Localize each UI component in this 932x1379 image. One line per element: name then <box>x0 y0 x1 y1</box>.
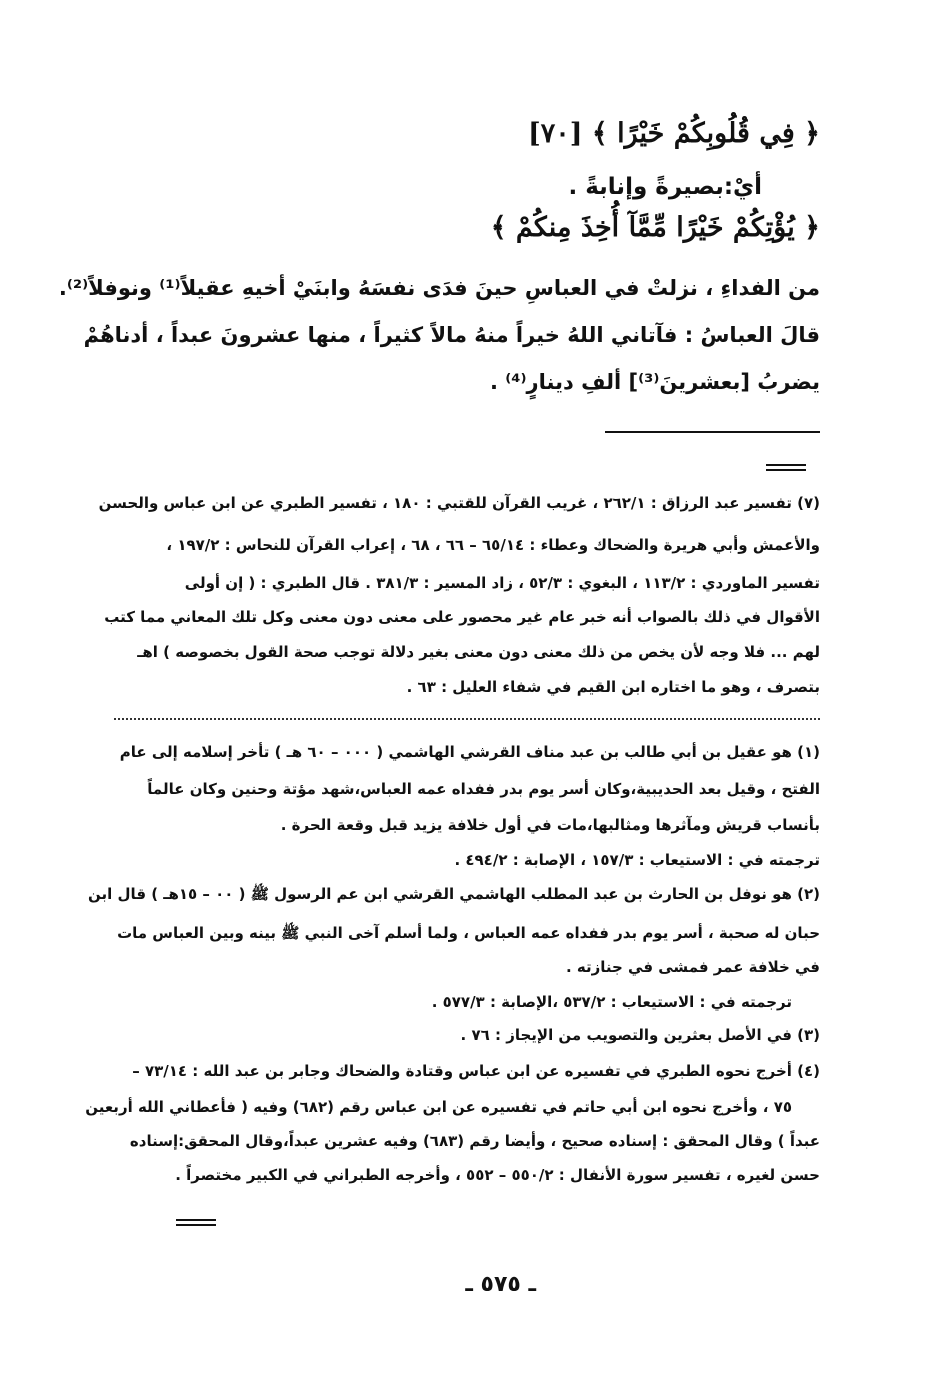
footnote-line: حبان له صحبة ، أسر يوم بدر ففداه عمه العباس ، ولما أسلم آخى النبي ﷺ بينه وبين العباس مات <box>117 924 820 942</box>
footnote-line: في خلافة عمر فمشى في جنازته . <box>565 958 820 976</box>
footnote-7-line: والأعمش وأبي هريرة والضحاك وعطاء : ٦٥/١٤ – ٦٦ ، ٦٨ ، إعراب القرآن للنحاس : ١٩٧/٢ ، <box>166 536 820 554</box>
footnote-7-line: تفسير الماوردي : ١١٣/٢ ، البغوي : ٥٢/٣ ، زاد المسير : ٣٨١/٣ . قال الطبري : ( إن أولى <box>184 574 820 592</box>
footnote-line: (١) هو عقيل بن أبي طالب بن عبد مناف القرشي الهاشمي ( ٠٠٠ – ٦٠ هـ ) تأخر إسلامه إلى عام <box>119 743 820 761</box>
footnote-7-line: لهم ... فلا وجه لأن يخص من ذلك معنى دون معنى بغير دلالة توجب صحة القول بخصوصه ) اهـ <box>137 643 820 661</box>
separator-double-2 <box>176 1219 216 1226</box>
footnote-line: (٢) هو نوفل بن الحارث بن عبد المطلب الهاشمي القرشي ابن عم الرسول ﷺ ( ٠٠ – ١٥هـ ) قال ابن <box>88 885 820 903</box>
page-number: ـ ٥٧٥ ـ <box>465 1272 536 1297</box>
footnote-7-line: الأقوال في ذلك بالصواب أنه خبر عام غير محصور على معنى دون معنى وكل تلك المعاني مما كتب <box>104 608 820 626</box>
footnote-line: ترجمته في : الاستيعاب : ٥٣٧/٢ ،الإصابة : ٥٧٧/٣ . <box>431 993 792 1011</box>
separator-double-1 <box>766 464 806 471</box>
dotted-separator <box>114 718 820 720</box>
footnote-7-line: بتصرف ، وهو ما اختاره ابن القيم في شفاء العليل : ٦٣ . <box>406 678 820 696</box>
separator-rule <box>605 431 820 433</box>
footnote-line: ٧٥ ، وأخرج نحوه ابن أبي حاتم في تفسيره عن ابن عباس رقم (٦٨٢) وفيه ( فأعطاني الله أربعين <box>85 1098 792 1116</box>
footnote-line: (٤) أخرج نحوه الطبري في تفسيره عن ابن عباس وقتادة والضحاك وجابر بن عبد الله : ٧٣/١٤ – <box>132 1062 820 1080</box>
footnote-7-line: (٧) تفسير عبد الرزاق : ٢٦٢/١ ، غريب القرآن للقتبي : ١٨٠ ، تفسير الطبري عن ابن عباس والحسن <box>98 494 820 512</box>
footnote-line: ترجمته في : الاستيعاب : ١٥٧/٣ ، الإصابة : ٤٩٤/٢ . <box>454 851 820 869</box>
footnote-line: عبداً ) وقال المحقق : إسناده صحيح ، وأيضا رقم (٦٨٣) وفيه عشرين عبداً،وقال المحقق:إسناده <box>129 1132 820 1150</box>
main-text-line-3: يضربُ [بعشرينَ⁽³⁾] ألفِ دينارٍ⁽⁴⁾ . <box>489 370 820 394</box>
verse-gloss: أيْ:بصيرةً وإنابةً . <box>568 174 762 200</box>
main-text-line-1: من الفداءِ ، نزلتْ في العباسِ حينَ فدَى نفسَهُ وابنَيْ أخيهِ عقيلاً⁽¹⁾ ونوفلاً⁽²⁾. <box>58 276 820 300</box>
main-text-line-2: قالَ العباسُ : فآتاني اللهُ خيراً منهُ مالاً كثيراً ، منها عشرونَ عبداً ، أدناهُمْ <box>83 323 820 347</box>
verse-line-1: ﴿ فِي قُلُوبِكُمْ خَيْرًا ﴾ [٧٠] <box>527 118 820 149</box>
verse-line-2: ﴿ يُؤْتِكُمْ خَيْرًا مِّمَّآ أُخِذَ مِنكُمْ ﴾ <box>490 212 820 243</box>
footnote-line: (٣) في الأصل بعثرين والتصويب من الإيجاز : ٧٦ . <box>460 1026 820 1044</box>
footnote-line: حسن لغيره ، تفسير سورة الأنفال : ٥٥٠/٢ – ٥٥٢ ، وأخرجه الطبراني في الكبير مختصراً . <box>175 1166 820 1184</box>
footnote-line: بأنساب قريش ومآثرها ومثالبها،مات في أول خلافة يزيد قبل وقعة الحرة . <box>280 816 820 834</box>
footnote-line: الفتح ، وقيل بعد الحديبية،وكان أسر يوم بدر ففداه عمه العباس،شهد مؤتة وحنين وكان عالماً <box>147 780 820 798</box>
